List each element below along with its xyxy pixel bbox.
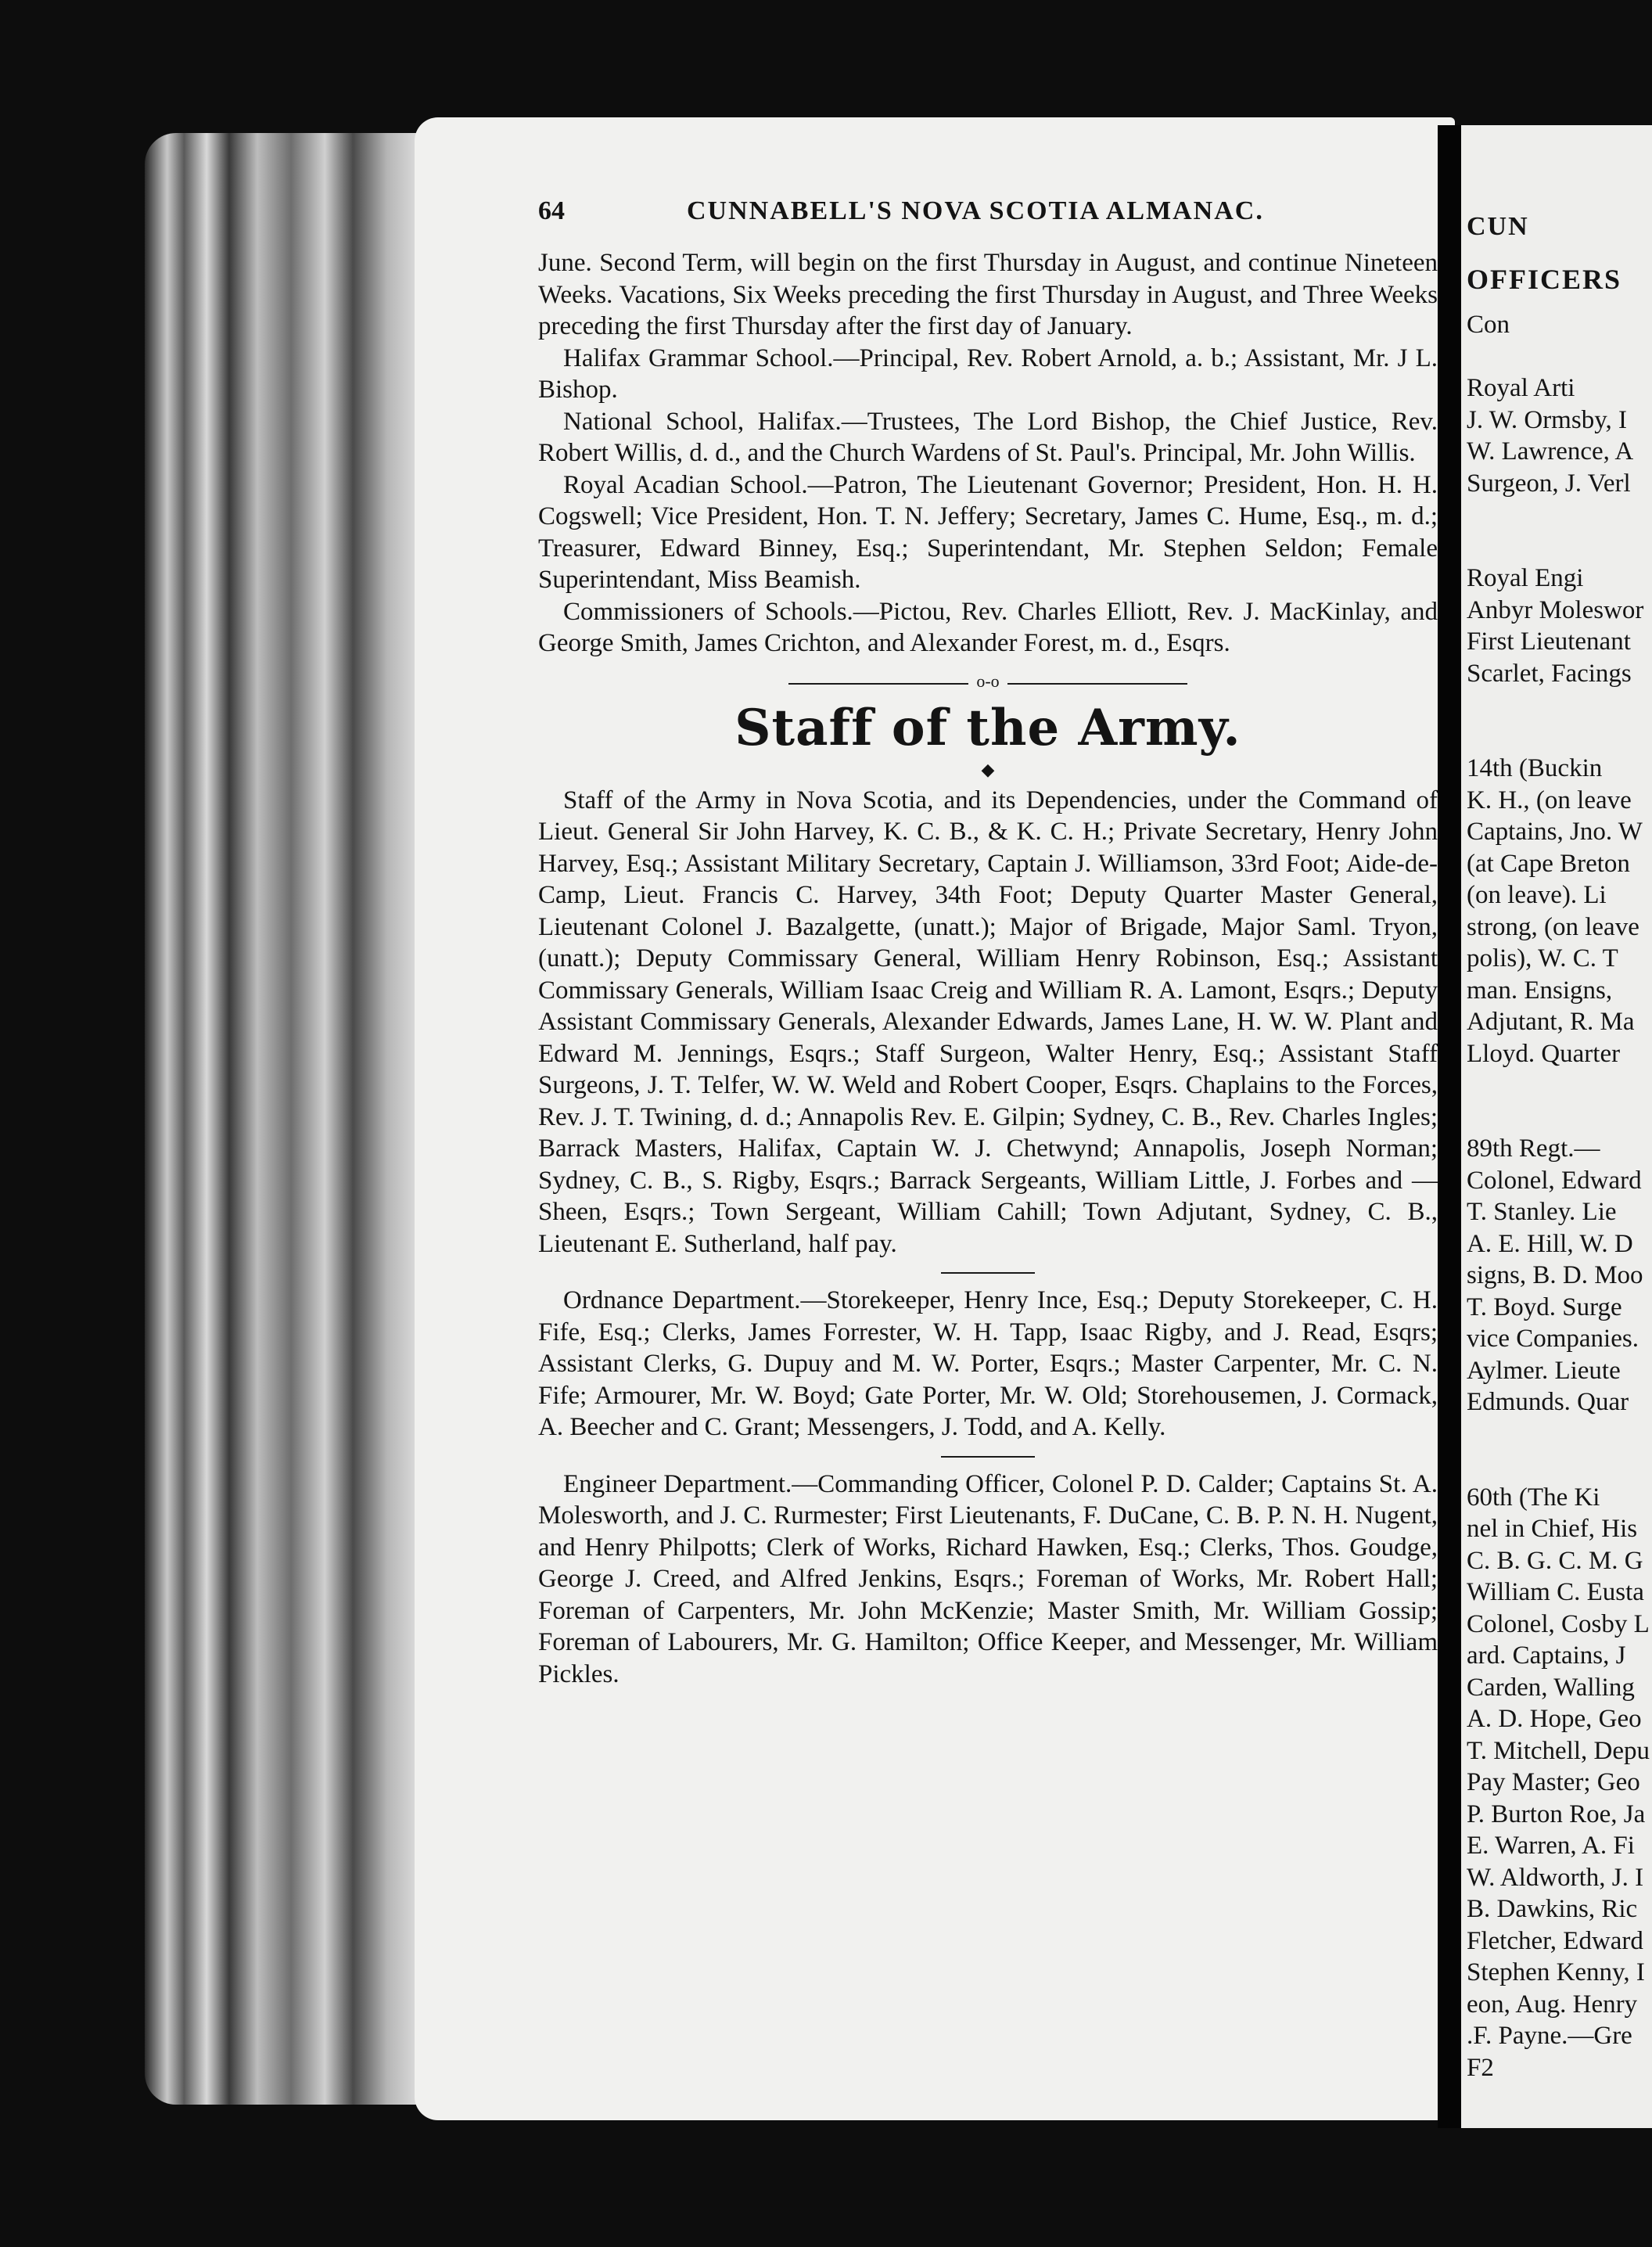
divider-mark: o-o — [971, 666, 1004, 698]
right-page-line: E. Warren, A. Fi — [1467, 1832, 1635, 1860]
right-page-line: J. W. Ormsby, I — [1467, 405, 1628, 434]
right-page-line: signs, B. D. Moo — [1467, 1261, 1643, 1289]
running-head: CUNNABELL'S NOVA SCOTIA ALMANAC. — [687, 196, 1264, 225]
right-page-line: Scarlet, Facings — [1467, 659, 1632, 688]
right-page-line: C. B. G. C. M. G — [1467, 1546, 1643, 1575]
right-page-line: K. H., (on leave — [1467, 786, 1632, 814]
right-page-line: Edmunds. Quar — [1467, 1388, 1629, 1416]
ornament-icon: ◆ — [981, 759, 995, 779]
right-page-line: Fletcher, Edward — [1467, 1926, 1643, 1955]
right-page-line: A. E. Hill, W. D — [1467, 1229, 1633, 1258]
right-page-line: Stephen Kenny, I — [1467, 1958, 1645, 1986]
right-page-line: F2 — [1467, 2053, 1494, 2082]
right-page-line: vice Companies. — [1467, 1325, 1639, 1353]
page-number: 64 — [538, 196, 565, 225]
divider-rule-left — [788, 683, 968, 685]
left-page-text — [538, 196, 1438, 1690]
right-page-line: William C. Eusta — [1467, 1578, 1644, 1606]
right-page-text — [1467, 211, 1652, 2083]
paragraph-commissioners: Commissioners of Schools.—Pictou, Rev. Charles Elliott, Rev. J. MacKinlay, and George Smith, James Crichton, and Alexander Forest, m. d., Esqrs. — [538, 597, 1438, 657]
right-page-line: T. Mitchell, Depu — [1467, 1736, 1650, 1765]
right-page-line: Adjutant, R. Ma — [1467, 1008, 1635, 1036]
right-page-line: ard. Captains, J — [1467, 1641, 1626, 1670]
divider-rule-right — [1007, 683, 1187, 685]
paragraph-ordnance: Ordnance Department.—Storekeeper, Henry Ince, Esq.; Deputy Storekeeper, C. H. Fife, Esq.; Clerks, James Forrester, W. H. Tapp, Isaac Rigby, and J. Read, Esqrs; Assistant Clerks, G. Dupuy and M. W. Porter, Esqrs.; Master Carpenter, Mr. C. N. Fife; Armourer, Mr. W. Boyd; Gate Porter, Mr. W. Old; Storehousemen, J. Cormack, A. Beecher and C. Grant; Messengers, J. Todd, and A. Kelly. — [538, 1286, 1438, 1441]
right-page-line: 14th (Buckin — [1467, 754, 1603, 782]
right-page-line: Royal Arti — [1467, 374, 1575, 402]
right-page-line: polis), W. C. T — [1467, 944, 1618, 973]
short-rule — [941, 1272, 1035, 1274]
page-edges — [145, 133, 426, 2105]
right-page-line: W. Lawrence, A — [1467, 437, 1634, 466]
right-page-line: Colonel, Cosby L — [1467, 1609, 1650, 1638]
right-page-line: B. Dawkins, Ric — [1467, 1895, 1638, 1923]
right-page-line: eon, Aug. Henry — [1467, 1990, 1638, 2019]
paragraph-staff: Staff of the Army in Nova Scotia, and its Dependencies, under the Command of Lieut. General Sir John Harvey, K. C. B., & K. C. H.; Private Secretary, Henry John Harvey, Esq.; Assistant Military Secretary, Captain J. Williamson, 33rd Foot; Aide-de-Camp, Lieut. Francis C. Harvey, 34th Foot; Deputy Quarter Master General, Lieutenant Colonel J. Bazalgette, (unatt.); Major of Brigade, Major Saml. Tryon, (unatt.); Deputy Commissary General, William Henry Robinson, Esq.; Assistant Commissary Generals, William Isaac Creig and William R. A. Lamont, Esqrs.; Deputy Assistant Commissary Generals, Alexander Edwards, James Lane, H. W. W. Plant and Edward M. Jennings, Esqrs.; Staff Surgeon, Walter Henry, Esq.; Assistant Staff Surgeons, J. T. Telfer, W. W. Weld and Robert Cooper, Esqrs. Chaplains to the Forces, Rev. J. T. Twining, d. d.; Annapolis Rev. E. Gilpin; Sydney, C. B., Rev. Charles Ingles; Barrack Masters, Halifax, Captain W. J. Chetwynd; Annapolis, Joseph Norman; Sydney, C. B., S. Rigby, Esqrs.; Barrack Sergeants, William Little, J. Forbes and — Sheen, Esqrs.; Town Sergeant, William Cahill; Town Adjutant, Sydney, C. B., Lieutenant E. Sutherland, half pay. — [538, 786, 1438, 1258]
page-header — [538, 196, 1438, 247]
section-title: Staff of the Army. — [734, 698, 1241, 757]
paragraph-national-school: National School, Halifax.—Trustees, The Lord Bishop, the Chief Justice, Rev. Robert Willis, d. d., and the Church Wardens of St. Paul's. Principal, Mr. John Willis. — [538, 407, 1438, 467]
right-page-line: .F. Payne.—Gre — [1467, 2022, 1632, 2050]
right-page-line: A. D. Hope, Geo — [1467, 1705, 1642, 1733]
right-page-line: First Lieutenant — [1467, 627, 1631, 656]
right-page-line — [1467, 1418, 1652, 1451]
right-page-line: Royal Engi — [1467, 564, 1584, 592]
right-page-line: nel in Chief, His — [1467, 1515, 1638, 1543]
right-page-line — [1467, 689, 1652, 721]
right-page-line: T. Boyd. Surge — [1467, 1292, 1622, 1321]
short-rule — [941, 1456, 1035, 1458]
right-page-line — [1467, 721, 1652, 753]
right-page-line: P. Burton Roe, Ja — [1467, 1799, 1646, 1828]
right-heading: OFFICERS — [1467, 263, 1622, 295]
right-page-line — [1467, 1102, 1652, 1134]
right-page-lines — [1467, 309, 1652, 2083]
right-page-line: Pay Master; Geo — [1467, 1768, 1640, 1796]
right-page-line: Colonel, Edward — [1467, 1166, 1642, 1195]
right-page-line: 89th Regt.— — [1467, 1134, 1600, 1163]
right-page-line: Con — [1467, 311, 1510, 339]
right-page-line: Captains, Jno. W — [1467, 818, 1643, 846]
paragraph-acadian-school: Royal Acadian School.—Patron, The Lieutenant Governor; President, Hon. H. H. Cogswell; Vice President, Hon. T. N. Jeffery; Secretary, James C. Hume, Esq., m. d.; Treasurer, Edward Binney, Esq.; Superintendant, Mr. Stephen Seldon; Female Superintendant, Miss Beamish. — [538, 470, 1438, 594]
right-page-line — [1467, 1450, 1652, 1482]
right-page-line: W. Aldworth, J. I — [1467, 1863, 1644, 1892]
right-page-line — [1467, 341, 1652, 373]
right-page-line: (on leave). Li — [1467, 881, 1607, 909]
right-page-line: 60th (The Ki — [1467, 1483, 1600, 1512]
right-page-line: Anbyr Moleswor — [1467, 595, 1644, 624]
paragraph-engineer: Engineer Department.—Commanding Officer, Colonel P. D. Calder; Captains St. A. Molesworth, and J. C. Rurmester; First Lieutenants, F. DuCane, C. B. P. N. H. Nugent, and Henry Philpotts; Clerk of Works, Richard Hawken, Esq.; Clerks, Thos. Goudge, George J. Creed, and Alfred Jenkins, Esqrs.; Foreman of Works, Mr. Robert Hall; Foreman of Carpenters, Mr. John McKenzie; Master Smith, Mr. William Gossip; Foreman of Labourers, Mr. G. Hamilton; Office Keeper, and Messenger, Mr. William Pickles. — [538, 1469, 1438, 1688]
right-page-line — [1467, 531, 1652, 563]
paragraph-grammar-school: Halifax Grammar School.—Principal, Rev. Robert Arnold, a. b.; Assistant, Mr. J L. Bishop. — [538, 343, 1438, 404]
right-page-line: Surgeon, J. Verl — [1467, 469, 1631, 498]
right-page-line — [1467, 499, 1652, 531]
right-page-line: strong, (on leave — [1467, 912, 1639, 941]
right-page-line: Aylmer. Lieute — [1467, 1356, 1621, 1385]
right-running-head: CUN — [1467, 212, 1529, 241]
right-page-line: (at Cape Breton — [1467, 849, 1630, 878]
section-divider — [538, 671, 1438, 692]
right-page-line: man. Ensigns, — [1467, 976, 1613, 1005]
book-gutter — [1438, 125, 1464, 2128]
paragraph-terms: June. Second Term, will begin on the first Thursday in August, and continue Nineteen Weeks. Vacations, Six Weeks preceding the first Thursday in August, and Three Weeks preceding the first Thursday after the first day of January. — [538, 249, 1438, 340]
right-page-line: T. Stanley. Lie — [1467, 1198, 1617, 1226]
right-page-line — [1467, 1070, 1652, 1102]
right-page-line: Lloyd. Quarter — [1467, 1039, 1621, 1068]
right-page-line: Carden, Walling — [1467, 1673, 1635, 1702]
